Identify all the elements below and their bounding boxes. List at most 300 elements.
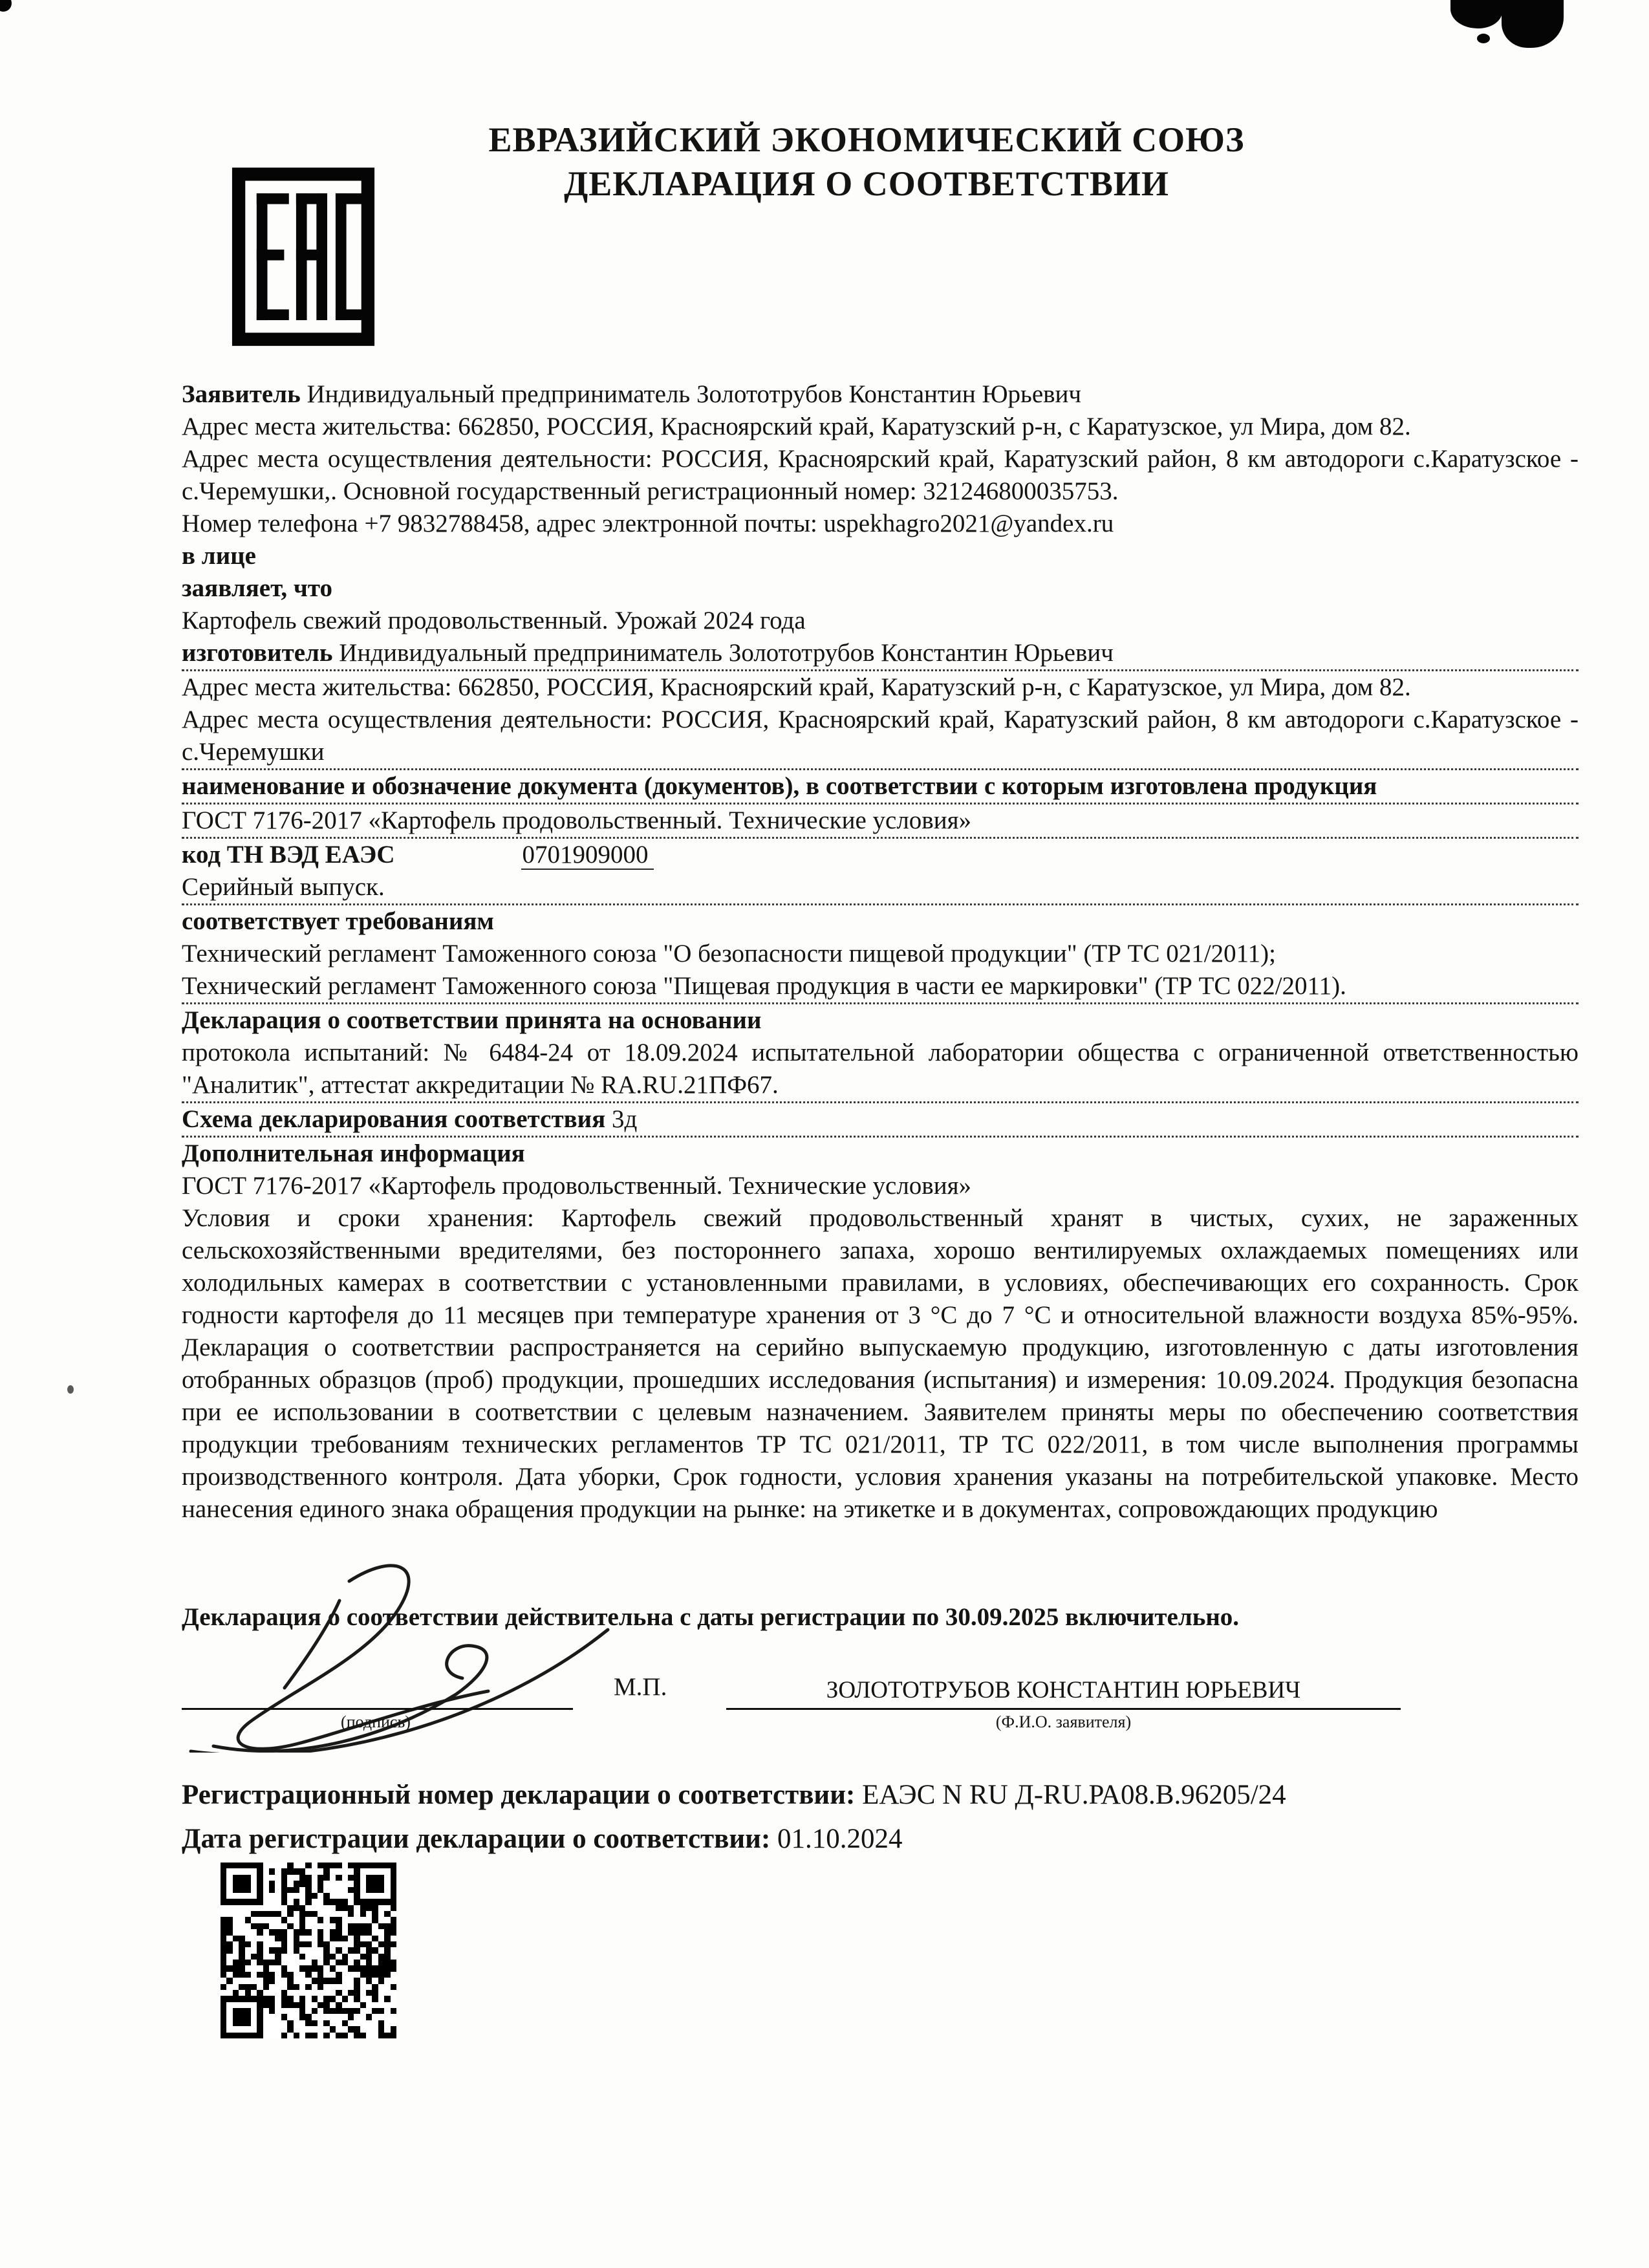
qr-module	[251, 1954, 257, 1960]
qr-module	[354, 1917, 360, 1923]
qr-module	[312, 2014, 318, 2020]
qr-module	[378, 2033, 384, 2038]
qr-module	[330, 1905, 336, 1911]
qr-module	[330, 1965, 336, 1971]
qr-module	[239, 1887, 244, 1893]
qr-module	[287, 1996, 293, 2002]
qr-module	[294, 1965, 299, 1971]
qr-module	[360, 2014, 366, 2020]
qr-module	[378, 1996, 384, 2002]
qr-module	[275, 1875, 281, 1881]
signature-block	[182, 1656, 1579, 1772]
qr-module	[233, 1923, 239, 1929]
qr-module	[263, 1960, 269, 1965]
qr-module	[354, 1899, 360, 1905]
qr-module	[318, 1954, 323, 1960]
qr-module	[384, 1978, 390, 1983]
qr-module	[348, 2014, 354, 2020]
qr-module	[342, 2008, 348, 2014]
qr-module	[221, 1911, 226, 1917]
qr-module	[257, 1965, 263, 1971]
qr-module	[305, 1936, 311, 1941]
qr-module	[226, 1923, 232, 1929]
qr-module	[330, 1978, 336, 1983]
qr-module	[294, 1887, 299, 1893]
qr-module	[299, 1972, 305, 1978]
qr-module	[221, 2008, 226, 2014]
in-person-label: в лице	[182, 542, 256, 570]
basis-heading: Декларация о соответствии принята на основании	[182, 1006, 762, 1034]
qr-module	[348, 1984, 354, 1990]
qr-module	[360, 1887, 366, 1893]
qr-module	[342, 1923, 348, 1929]
qr-module	[299, 1936, 305, 1941]
qr-module	[305, 1917, 311, 1923]
qr-module	[336, 1960, 341, 1965]
qr-module	[245, 1965, 251, 1971]
qr-module	[366, 1881, 372, 1886]
qr-module	[372, 1929, 378, 1935]
qr-module	[318, 1899, 323, 1905]
qr-module	[233, 1965, 239, 1971]
qr-module	[354, 1947, 360, 1953]
qr-module	[299, 1905, 305, 1911]
qr-module	[281, 1863, 287, 1868]
qr-module	[294, 2020, 299, 2026]
qr-module	[312, 1996, 318, 2002]
qr-module	[245, 1936, 251, 1941]
qr-module	[312, 2020, 318, 2026]
qr-module	[318, 2002, 323, 2008]
qr-module	[342, 1960, 348, 1965]
qr-module	[269, 1984, 275, 1990]
qr-module	[318, 1875, 323, 1881]
qr-module	[233, 1868, 239, 1874]
qr-module	[391, 1960, 396, 1965]
qr-module	[366, 1936, 372, 1941]
qr-module	[336, 1941, 341, 1947]
qr-module	[294, 1960, 299, 1965]
qr-module	[281, 2020, 287, 2026]
qr-module	[287, 2014, 293, 2020]
qr-module	[342, 1947, 348, 1953]
qr-module	[245, 2014, 251, 2020]
qr-module	[391, 1875, 396, 1881]
qr-module	[221, 1954, 226, 1960]
qr-module	[269, 1875, 275, 1881]
qr-module	[384, 1875, 390, 1881]
qr-module	[269, 1881, 275, 1886]
qr-module	[299, 1923, 305, 1929]
qr-module	[221, 1899, 226, 1905]
qr-module	[233, 1947, 239, 1953]
applicant-address-activity: Адрес места осуществления деятельности: РОССИЯ, Красноярский край, Каратузский район, 8 км автодороги с.Каратузское - с.Черемушки,. Основной государственный регистрационный номер: 321246800035753.	[182, 445, 1579, 505]
manufacturer-line	[182, 637, 1579, 671]
qr-module	[275, 1978, 281, 1983]
qr-module	[318, 1917, 323, 1923]
qr-module	[226, 1917, 232, 1923]
qr-module	[312, 1923, 318, 1929]
qr-module	[336, 2026, 341, 2032]
qr-module	[287, 1972, 293, 1978]
qr-module	[287, 2026, 293, 2032]
qr-module	[239, 1905, 244, 1911]
qr-module	[342, 1893, 348, 1899]
qr-module	[372, 2020, 378, 2026]
qr-module	[305, 1905, 311, 1911]
qr-module	[221, 2002, 226, 2008]
qr-module	[336, 1905, 341, 1911]
qr-module	[221, 1990, 226, 1996]
qr-module	[366, 1893, 372, 1899]
qr-module	[275, 1911, 281, 1917]
qr-module	[281, 1887, 287, 1893]
qr-module	[336, 1923, 341, 1929]
qr-module	[226, 2014, 232, 2020]
qr-module	[233, 2008, 239, 2014]
qr-module	[305, 1990, 311, 1996]
qr-module	[275, 1996, 281, 2002]
qr-module	[330, 2026, 336, 2032]
qr-module	[318, 1936, 323, 1941]
qr-module	[372, 2014, 378, 2020]
qr-module	[233, 1875, 239, 1881]
qr-module	[348, 1911, 354, 1917]
qr-module	[294, 1868, 299, 1874]
qr-module	[348, 1960, 354, 1965]
qr-module	[372, 1954, 378, 1960]
qr-module	[366, 2014, 372, 2020]
qr-module	[378, 1965, 384, 1971]
qr-module	[239, 2020, 244, 2026]
qr-module	[372, 1984, 378, 1990]
qr-module	[342, 1936, 348, 1941]
qr-module	[323, 1923, 329, 1929]
qr-module	[245, 1893, 251, 1899]
qr-module	[305, 1863, 311, 1868]
qr-code	[221, 1863, 396, 2038]
qr-module	[384, 1996, 390, 2002]
qr-module	[239, 1936, 244, 1941]
qr-module	[378, 1990, 384, 1996]
qr-module	[281, 1905, 287, 1911]
qr-module	[305, 1887, 311, 1893]
scan-artifact	[1450, 0, 1502, 28]
qr-module	[391, 2033, 396, 2038]
qr-module	[330, 1875, 336, 1881]
qr-module	[323, 2014, 329, 2020]
qr-module	[330, 1911, 336, 1917]
qr-module	[275, 1947, 281, 1953]
qr-module	[251, 1863, 257, 1868]
qr-module	[318, 1923, 323, 1929]
qr-module	[251, 1899, 257, 1905]
qr-module	[378, 1917, 384, 1923]
qr-module	[323, 1917, 329, 1923]
qr-module	[312, 1875, 318, 1881]
qr-module	[275, 1960, 281, 1965]
qr-module	[342, 1905, 348, 1911]
signature-caption: (подпись)	[341, 1712, 411, 1731]
qr-module	[299, 2002, 305, 2008]
qr-module	[305, 1978, 311, 1983]
qr-module	[239, 1899, 244, 1905]
qr-module	[336, 1990, 341, 1996]
qr-module	[239, 2002, 244, 2008]
qr-module	[348, 1978, 354, 1983]
qr-module	[281, 1875, 287, 1881]
qr-module	[312, 1954, 318, 1960]
qr-module	[384, 1923, 390, 1929]
qr-module	[323, 1936, 329, 1941]
qr-module	[384, 2008, 390, 2014]
qr-module	[372, 2002, 378, 2008]
qr-module	[336, 1881, 341, 1886]
qr-module	[305, 2020, 311, 2026]
qr-module	[299, 2008, 305, 2014]
qr-module	[342, 1881, 348, 1886]
qr-module	[263, 1972, 269, 1978]
qr-module	[342, 1954, 348, 1960]
qr-module	[287, 2033, 293, 2038]
qr-module	[305, 1996, 311, 2002]
qr-module	[342, 1984, 348, 1990]
qr-module	[360, 1965, 366, 1971]
tnved-line	[182, 839, 1579, 871]
qr-module	[378, 1972, 384, 1978]
qr-module	[275, 1984, 281, 1990]
qr-module	[269, 1911, 275, 1917]
qr-module	[281, 1978, 287, 1983]
qr-module	[257, 1887, 263, 1893]
qr-module	[269, 2020, 275, 2026]
qr-module	[226, 1978, 232, 1983]
qr-module	[330, 1917, 336, 1923]
qr-module	[281, 1954, 287, 1960]
qr-module	[366, 1984, 372, 1990]
qr-module	[354, 2014, 360, 2020]
qr-module	[305, 1972, 311, 1978]
qr-module	[372, 2008, 378, 2014]
qr-module	[318, 1863, 323, 1868]
qr-module	[391, 1941, 396, 1947]
qr-module	[330, 1996, 336, 2002]
qr-module	[318, 1911, 323, 1917]
qr-module	[354, 1954, 360, 1960]
qr-module	[233, 1954, 239, 1960]
storage-conditions: Условия и сроки хранения: Картофель свежий продовольственный хранят в чистых, сухих, не зараженных сельскохозяйственными вредителями, без постороннего запаха, хорошо вентилируемых охлаждаемых помещениях или холодильных камерах в соответствии с установленными правилами, в условиях, обеспечивающих его сохранность. Срок годности картофеля до 11 месяцев при температуре хранения от 3 °С до 7 °С и относительной влажности воздуха 85%-95%. Декларация о соответствии распространяется на серийно выпускаемую продукцию, изготовленную с даты изготовления отобранных образцов (проб) продукции, прошедших исследования (испытания) и измерения: 10.09.2024. Продукция безопасна при ее использовании в соответствии с целевым назначением. Заявителем приняты меры по обеспечению соответствия продукции требованиям технических регламентов ТР ТС 021/2011, ТР ТС 022/2011, в том числе выполнения программы производственного контроля. Дата уборки, Срок годности, условия хранения указаны на потребительской упаковке. Место нанесения единого знака обращения продукции на рынке: на этикетке и в документах, сопровождающих продукцию	[182, 1204, 1579, 1523]
qr-module	[348, 1990, 354, 1996]
qr-module	[366, 1875, 372, 1881]
qr-module	[257, 1954, 263, 1960]
qr-module	[312, 1905, 318, 1911]
qr-module	[263, 1996, 269, 2002]
qr-module	[348, 2020, 354, 2026]
qr-module	[287, 2002, 293, 2008]
qr-module	[287, 1917, 293, 1923]
qr-module	[263, 1893, 269, 1899]
qr-module	[378, 1929, 384, 1935]
gost-line: ГОСТ 7176-2017 «Картофель продовольственный. Технические условия»	[182, 805, 1579, 839]
qr-module	[366, 2020, 372, 2026]
qr-module	[360, 1960, 366, 1965]
qr-module	[251, 1996, 257, 2002]
qr-module	[354, 1996, 360, 2002]
fio-line	[726, 1708, 1401, 1710]
qr-module	[263, 1984, 269, 1990]
qr-module	[221, 1868, 226, 1874]
protocol-line: протокола испытаний: № 6484-24 от 18.09.2024 испытательной лаборатории общества с ограниченной ответственностью "Аналитик", аттестат аккредитации № RA.RU.21ПФ67.	[182, 1037, 1579, 1103]
qr-module	[239, 1965, 244, 1971]
qr-module	[360, 1868, 366, 1874]
qr-module	[372, 1887, 378, 1893]
qr-module	[318, 1996, 323, 2002]
qr-module	[391, 1947, 396, 1953]
qr-module	[294, 1936, 299, 1941]
qr-module	[251, 1990, 257, 1996]
qr-module	[354, 1960, 360, 1965]
qr-module	[366, 1923, 372, 1929]
qr-module	[251, 1887, 257, 1893]
qr-module	[372, 1947, 378, 1953]
qr-module	[257, 1929, 263, 1935]
registration-date-line	[182, 1817, 1604, 1861]
qr-module	[226, 1899, 232, 1905]
qr-module	[287, 1978, 293, 1983]
qr-module	[233, 1911, 239, 1917]
applicant-name: Индивидуальный предприниматель Золототрубов Константин Юрьевич	[307, 380, 1082, 408]
qr-module	[257, 2008, 263, 2014]
qr-module	[372, 1911, 378, 1917]
qr-module	[366, 1899, 372, 1905]
qr-module	[263, 1863, 269, 1868]
qr-module	[294, 1923, 299, 1929]
qr-module	[281, 1972, 287, 1978]
qr-module	[251, 1929, 257, 1935]
qr-module	[336, 1996, 341, 2002]
qr-module	[384, 1887, 390, 1893]
qr-module	[226, 1936, 232, 1941]
qr-module	[318, 1893, 323, 1899]
qr-module	[275, 1990, 281, 1996]
qr-module	[294, 2008, 299, 2014]
qr-module	[299, 1899, 305, 1905]
qr-module	[336, 1863, 341, 1868]
qr-module	[287, 1905, 293, 1911]
qr-module	[354, 1941, 360, 1947]
qr-module	[269, 1941, 275, 1947]
qr-module	[269, 1990, 275, 1996]
qr-module	[305, 1899, 311, 1905]
qr-module	[299, 1881, 305, 1886]
qr-module	[330, 1941, 336, 1947]
qr-module	[391, 1899, 396, 1905]
qr-module	[354, 1863, 360, 1868]
qr-module	[269, 1947, 275, 1953]
qr-module	[299, 2014, 305, 2020]
qr-module	[323, 2002, 329, 2008]
qr-module	[360, 1911, 366, 1917]
qr-module	[233, 2014, 239, 2020]
qr-module	[330, 2008, 336, 2014]
qr-module	[221, 1893, 226, 1899]
qr-module	[257, 1868, 263, 1874]
qr-module	[305, 2014, 311, 2020]
qr-module	[312, 1947, 318, 1953]
qr-module	[263, 1887, 269, 1893]
qr-module	[342, 1917, 348, 1923]
qr-module	[245, 1941, 251, 1947]
qr-module	[384, 1917, 390, 1923]
stamp-place-label: М.П.	[614, 1673, 667, 1701]
qr-module	[269, 1917, 275, 1923]
qr-module	[287, 2008, 293, 2014]
scan-artifact	[0, 0, 12, 12]
qr-module	[330, 2014, 336, 2020]
applicant-address-residence: Адрес места жительства: 662850, РОССИЯ, Красноярский край, Каратузский р-н, с Каратузское, ул Мира, дом 82.	[182, 413, 1411, 440]
qr-module	[275, 1936, 281, 1941]
qr-module	[323, 1978, 329, 1983]
qr-module	[372, 1978, 378, 1983]
qr-module	[323, 1875, 329, 1881]
qr-module	[257, 2026, 263, 2032]
qr-module	[323, 1941, 329, 1947]
qr-module	[366, 1929, 372, 1935]
qr-module	[263, 1868, 269, 1874]
qr-module	[233, 2002, 239, 2008]
qr-module	[281, 1936, 287, 1941]
qr-module	[336, 1868, 341, 1874]
qr-module	[360, 1941, 366, 1947]
qr-module	[221, 1965, 226, 1971]
qr-module	[299, 1893, 305, 1899]
qr-module	[391, 2014, 396, 2020]
qr-module	[281, 1990, 287, 1996]
qr-module	[378, 1868, 384, 1874]
qr-module	[263, 2020, 269, 2026]
qr-module	[366, 1965, 372, 1971]
qr-module	[391, 1887, 396, 1893]
qr-module	[233, 1960, 239, 1965]
qr-module	[384, 1947, 390, 1953]
qr-module	[360, 1863, 366, 1868]
qr-module	[251, 2026, 257, 2032]
qr-module	[366, 1978, 372, 1983]
qr-module	[384, 1911, 390, 1917]
qr-module	[257, 1893, 263, 1899]
qr-module	[294, 1863, 299, 1868]
qr-module	[226, 1947, 232, 1953]
qr-module	[287, 1881, 293, 1886]
qr-module	[221, 2020, 226, 2026]
qr-module	[281, 2014, 287, 2020]
manufacturer-address-residence: Адрес места жительства: 662850, РОССИЯ, Красноярский край, Каратузский р-н, с Каратузское, ул Мира, дом 82.	[182, 673, 1411, 701]
document-body	[182, 378, 1579, 1526]
qr-module	[226, 1887, 232, 1893]
qr-module	[299, 1960, 305, 1965]
qr-module	[348, 1929, 354, 1935]
qr-module	[245, 1905, 251, 1911]
qr-module	[348, 1923, 354, 1929]
qr-module	[275, 1887, 281, 1893]
qr-module	[233, 2020, 239, 2026]
qr-module	[378, 1905, 384, 1911]
qr-module	[257, 2002, 263, 2008]
qr-module	[378, 1863, 384, 1868]
qr-module	[263, 1917, 269, 1923]
qr-module	[221, 1875, 226, 1881]
qr-module	[342, 1990, 348, 1996]
